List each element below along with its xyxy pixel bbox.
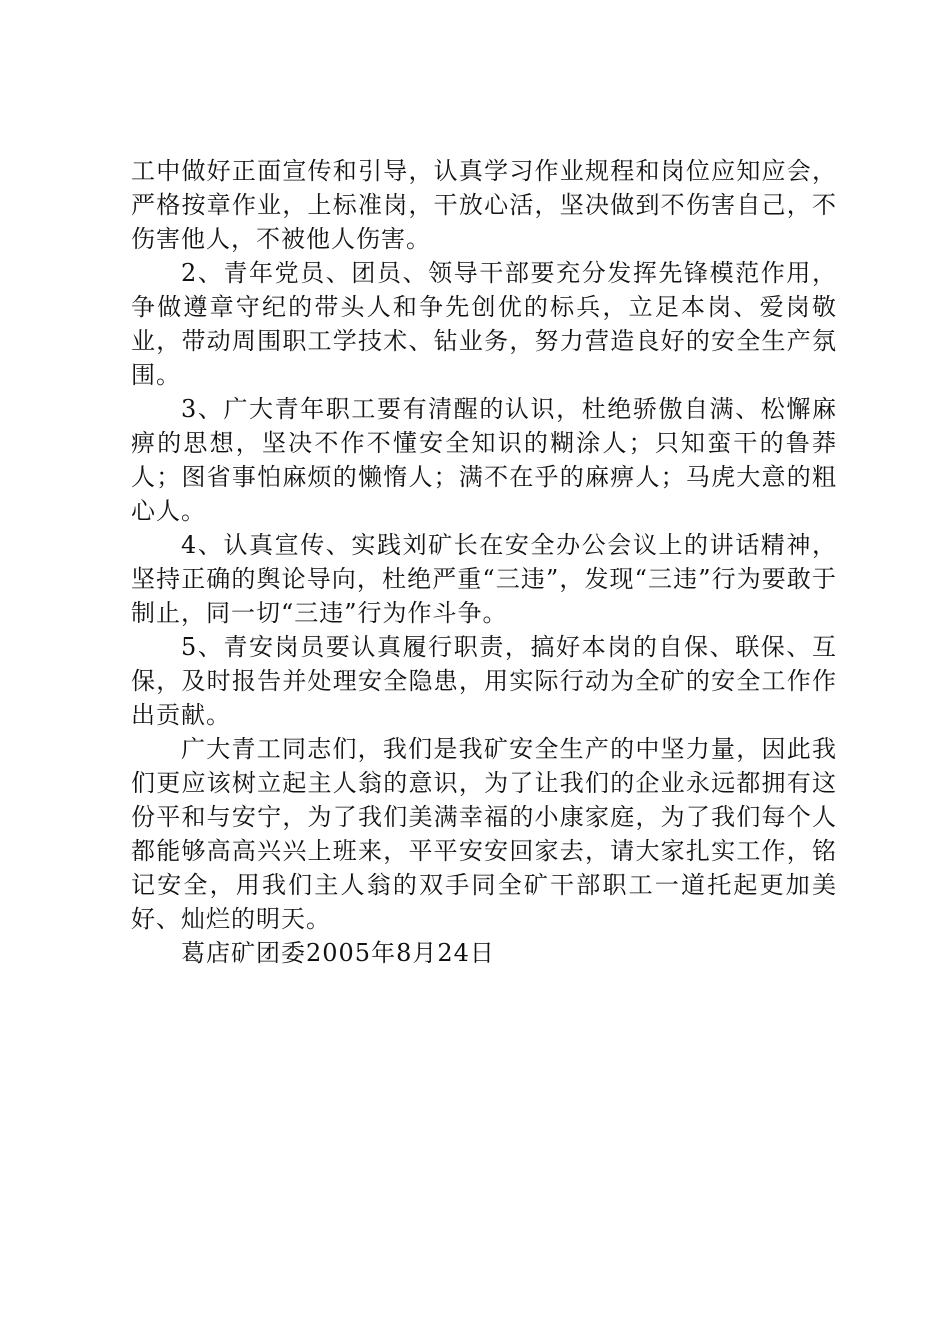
signature-line: 葛店矿团委2005年8月24日 (181, 939, 495, 967)
paragraph-item-3: 3、广大青年职工要有清醒的认识，杜绝骄傲自满、松懈麻痹的思想，坚决不作不懂安全知识的糊涂人；只知蛮干的鲁莽人；图省事怕麻烦的懒惰人；满不在乎的麻痹人；马虎大意的粗心人。 (131, 395, 837, 525)
document-body (131, 154, 837, 970)
paragraph-closing-appeal: 广大青工同志们，我们是我矿安全生产的中坚力量，因此我们更应该树立起主人翁的意识，为了让我们的企业永远都拥有这份平和与安宁，为了我们美满幸福的小康家庭，为了我们每个人都能够高高兴兴上班来，平平安安回家去，请大家扎实工作，铭记安全，用我们主人翁的双手同全矿干部职工一道托起更加美好、灿烂的明天。 (131, 735, 837, 933)
paragraph-item-2: 2、青年党员、团员、领导干部要充分发挥先锋模范作用，争做遵章守纪的带头人和争先创优的标兵，立足本岗、爱岗敬业，带动周围职工学技术、钻业务，努力营造良好的安全生产氛围。 (131, 259, 837, 389)
paragraph-continuation: 工中做好正面宣传和引导，认真学习作业规程和岗位应知应会，严格按章作业，上标准岗，干放心活，坚决做到不伤害自己，不伤害他人，不被他人伤害。 (131, 157, 837, 253)
paragraph-item-5: 5、青安岗员要认真履行职责，搞好本岗的自保、联保、互保，及时报告并处理安全隐患，用实际行动为全矿的安全工作作出贡献。 (131, 633, 837, 729)
paragraph-item-4: 4、认真宣传、实践刘矿长在安全办公会议上的讲话精神，坚持正确的舆论导向，杜绝严重“三违”，发现“三违”行为要敢于制止，同一切“三违”行为作斗争。 (131, 531, 837, 627)
